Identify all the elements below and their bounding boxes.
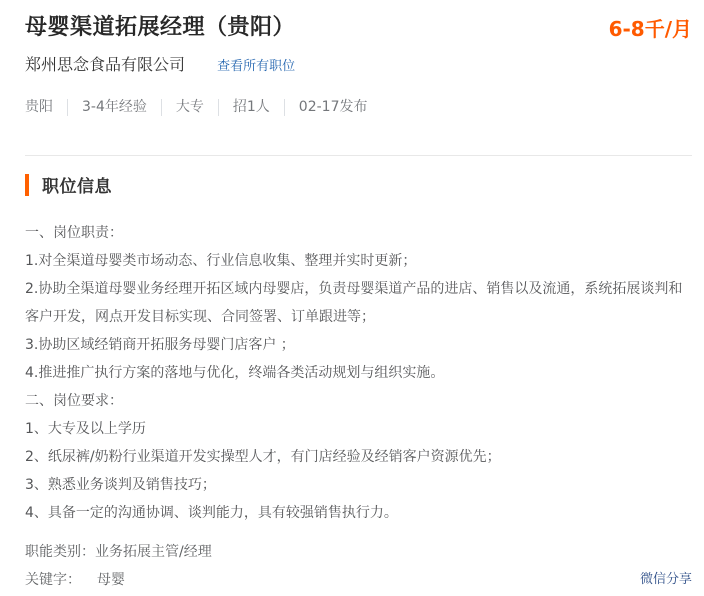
keyword-row bbox=[25, 566, 692, 594]
category-value: 业务拓展主管/经理 bbox=[95, 544, 212, 560]
salary: 6-8千/月 bbox=[608, 17, 692, 41]
keyword-label: 关键字： bbox=[25, 572, 81, 588]
company-name: 郑州思念食品有限公司 bbox=[25, 55, 186, 74]
job-description bbox=[25, 219, 692, 527]
job-meta-row bbox=[25, 99, 692, 116]
section-divider bbox=[25, 155, 692, 156]
meta-experience: 3-4年经验 bbox=[67, 99, 147, 116]
wechat-share-link[interactable]: 微信分享 bbox=[639, 572, 692, 587]
category-row bbox=[25, 538, 692, 566]
description-paragraph: 3、熟悉业务谈判及销售技巧； bbox=[25, 477, 216, 493]
view-all-jobs-link[interactable]: 查看所有职位 bbox=[217, 59, 296, 74]
meta-publish-date: 02-17发布 bbox=[284, 99, 368, 116]
job-detail-page bbox=[0, 13, 704, 596]
meta-education: 大专 bbox=[161, 99, 204, 116]
company-row bbox=[25, 55, 692, 77]
section-accent-bar-icon bbox=[25, 174, 29, 196]
job-title: 母婴渠道拓展经理（贵阳） bbox=[25, 15, 296, 40]
description-paragraph: 一、岗位职责： bbox=[25, 225, 123, 241]
title-row bbox=[25, 13, 692, 43]
description-paragraph: 1.对全渠道母婴类市场动态、行业信息收集、整理并实时更新； bbox=[25, 253, 417, 269]
job-footer bbox=[25, 538, 692, 594]
section-title: 职位信息 bbox=[42, 177, 112, 197]
keyword-value: 母婴 bbox=[97, 572, 125, 588]
description-paragraph: 二、岗位要求： bbox=[25, 393, 123, 409]
meta-location: 贵阳 bbox=[25, 99, 53, 115]
category-label: 职能类别： bbox=[25, 544, 95, 560]
description-paragraph: 2.协助全渠道母婴业务经理开拓区域内母婴店，负责母婴渠道产品的进店、销售以及流通，系统拓展谈判和客户开发，网点开发目标实现、合同签署、订单跟进等； bbox=[25, 281, 683, 325]
description-paragraph: 2、纸尿裤/奶粉行业渠道开发实操型人才，有门店经验及经销客户资源优先； bbox=[25, 449, 501, 465]
section-header bbox=[25, 173, 692, 196]
description-paragraph: 1、大专及以上学历 bbox=[25, 421, 146, 437]
description-paragraph: 4、具备一定的沟通协调、谈判能力，具有较强销售执行力。 bbox=[25, 505, 398, 521]
meta-headcount: 招1人 bbox=[218, 99, 270, 116]
description-paragraph: 4.推进推广执行方案的落地与优化，终端各类活动规划与组织实施。 bbox=[25, 365, 445, 381]
description-paragraph: 3.协助区域经销商开拓服务母婴门店客户 ； bbox=[25, 337, 295, 353]
